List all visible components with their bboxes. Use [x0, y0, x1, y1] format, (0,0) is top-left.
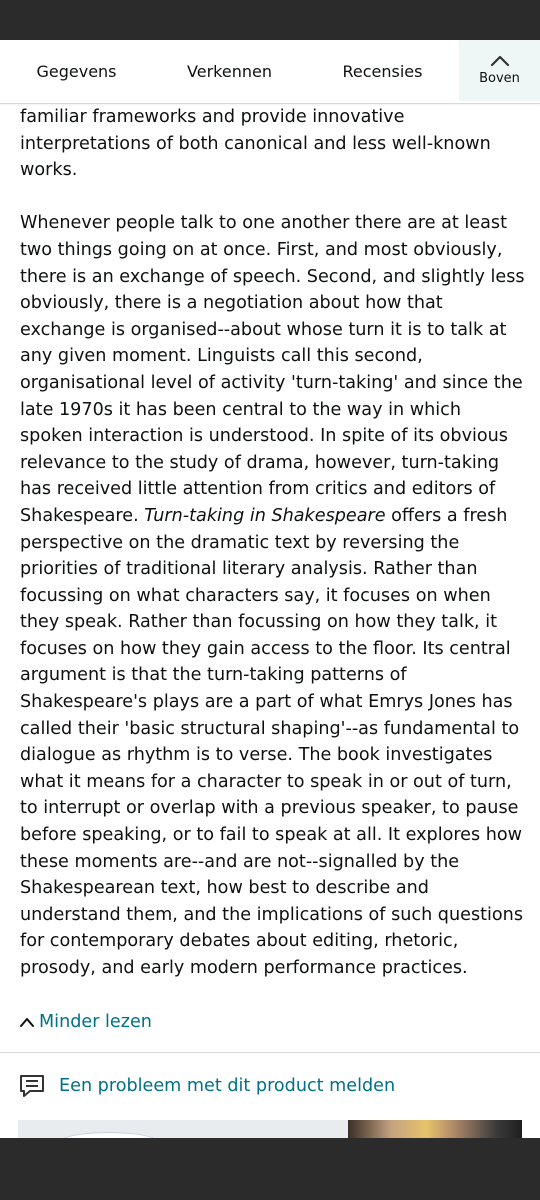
status-bar	[0, 0, 540, 40]
report-issue-link[interactable]	[18, 1070, 395, 1102]
recommendation-card-preview[interactable]	[18, 1120, 522, 1138]
section-tab-bar	[0, 40, 540, 104]
description-paragraph	[20, 210, 525, 981]
read-less-link[interactable]	[19, 1008, 152, 1036]
system-navigation-bar	[0, 1138, 540, 1200]
description-intro-tail: familiar frameworks and provide innovative interpretations of both canonical and less well-known works.	[20, 107, 491, 181]
back-to-top-label: Boven	[479, 71, 520, 86]
tab-reviews[interactable]	[306, 40, 459, 103]
book-title: Turn-taking in Shakespeare	[144, 505, 386, 526]
paragraph-gap	[20, 184, 525, 211]
chevron-up-icon	[490, 55, 510, 67]
tab-explore[interactable]	[153, 40, 306, 103]
speech-bubble-exclamation-icon	[18, 1073, 46, 1099]
back-to-top-button[interactable]	[459, 40, 540, 101]
chevron-up-icon	[19, 1016, 35, 1028]
tab-explore-label: Verkennen	[187, 62, 272, 81]
description-part-2: offers a fresh perspective on the dramatic text by reversing the priorities of traditional literary analysis. Rather than focussing on what characters say, it focuses on when they speak. Rather than focussing on how they talk, it focuses on how they gain access to the floor. Its central argument is that the turn-taking patterns of Shakespeare's plays are a part of what Emrys Jones has called their 'basic structural shaping'--as fundamental to dialogue as rhythm is to verse. The book investigates what it means for a character to speak in or out of turn, to interrupt or overlap with a previous speaker, to pause before speaking, or to fail to speak at all. It explores how these moments are--and are not--signalled by the Shakespearean text, how best to describe and understand them, and the implications of such questions for contemporary debates about editing, rhetoric, prosody, and early modern performance practices.	[20, 505, 523, 978]
tab-details[interactable]	[0, 40, 153, 103]
read-less-label: Minder lezen	[39, 1012, 152, 1032]
report-issue-label: Een probleem met dit product melden	[59, 1076, 396, 1096]
product-description	[20, 104, 525, 982]
section-divider	[0, 1052, 540, 1053]
card-photo	[348, 1120, 522, 1138]
description-part-1: Whenever people talk to one another there are at least two things going on at once. First, and most obviously, there is an exchange of speech. Second, and slightly less obviously, there is a negotiation about how that exchange is organised--about whose turn it is to talk at any given moment. Linguists call this second, organisational level of activity 'turn-taking' and since the late 1970s it has been central to the way in which spoken interaction is understood. In spite of its obvious relevance to the study of drama, however, turn-taking has received little attention from critics and editors of Shakespeare.	[20, 213, 525, 526]
tab-details-label: Gegevens	[36, 62, 117, 81]
tab-reviews-label: Recensies	[342, 62, 423, 81]
